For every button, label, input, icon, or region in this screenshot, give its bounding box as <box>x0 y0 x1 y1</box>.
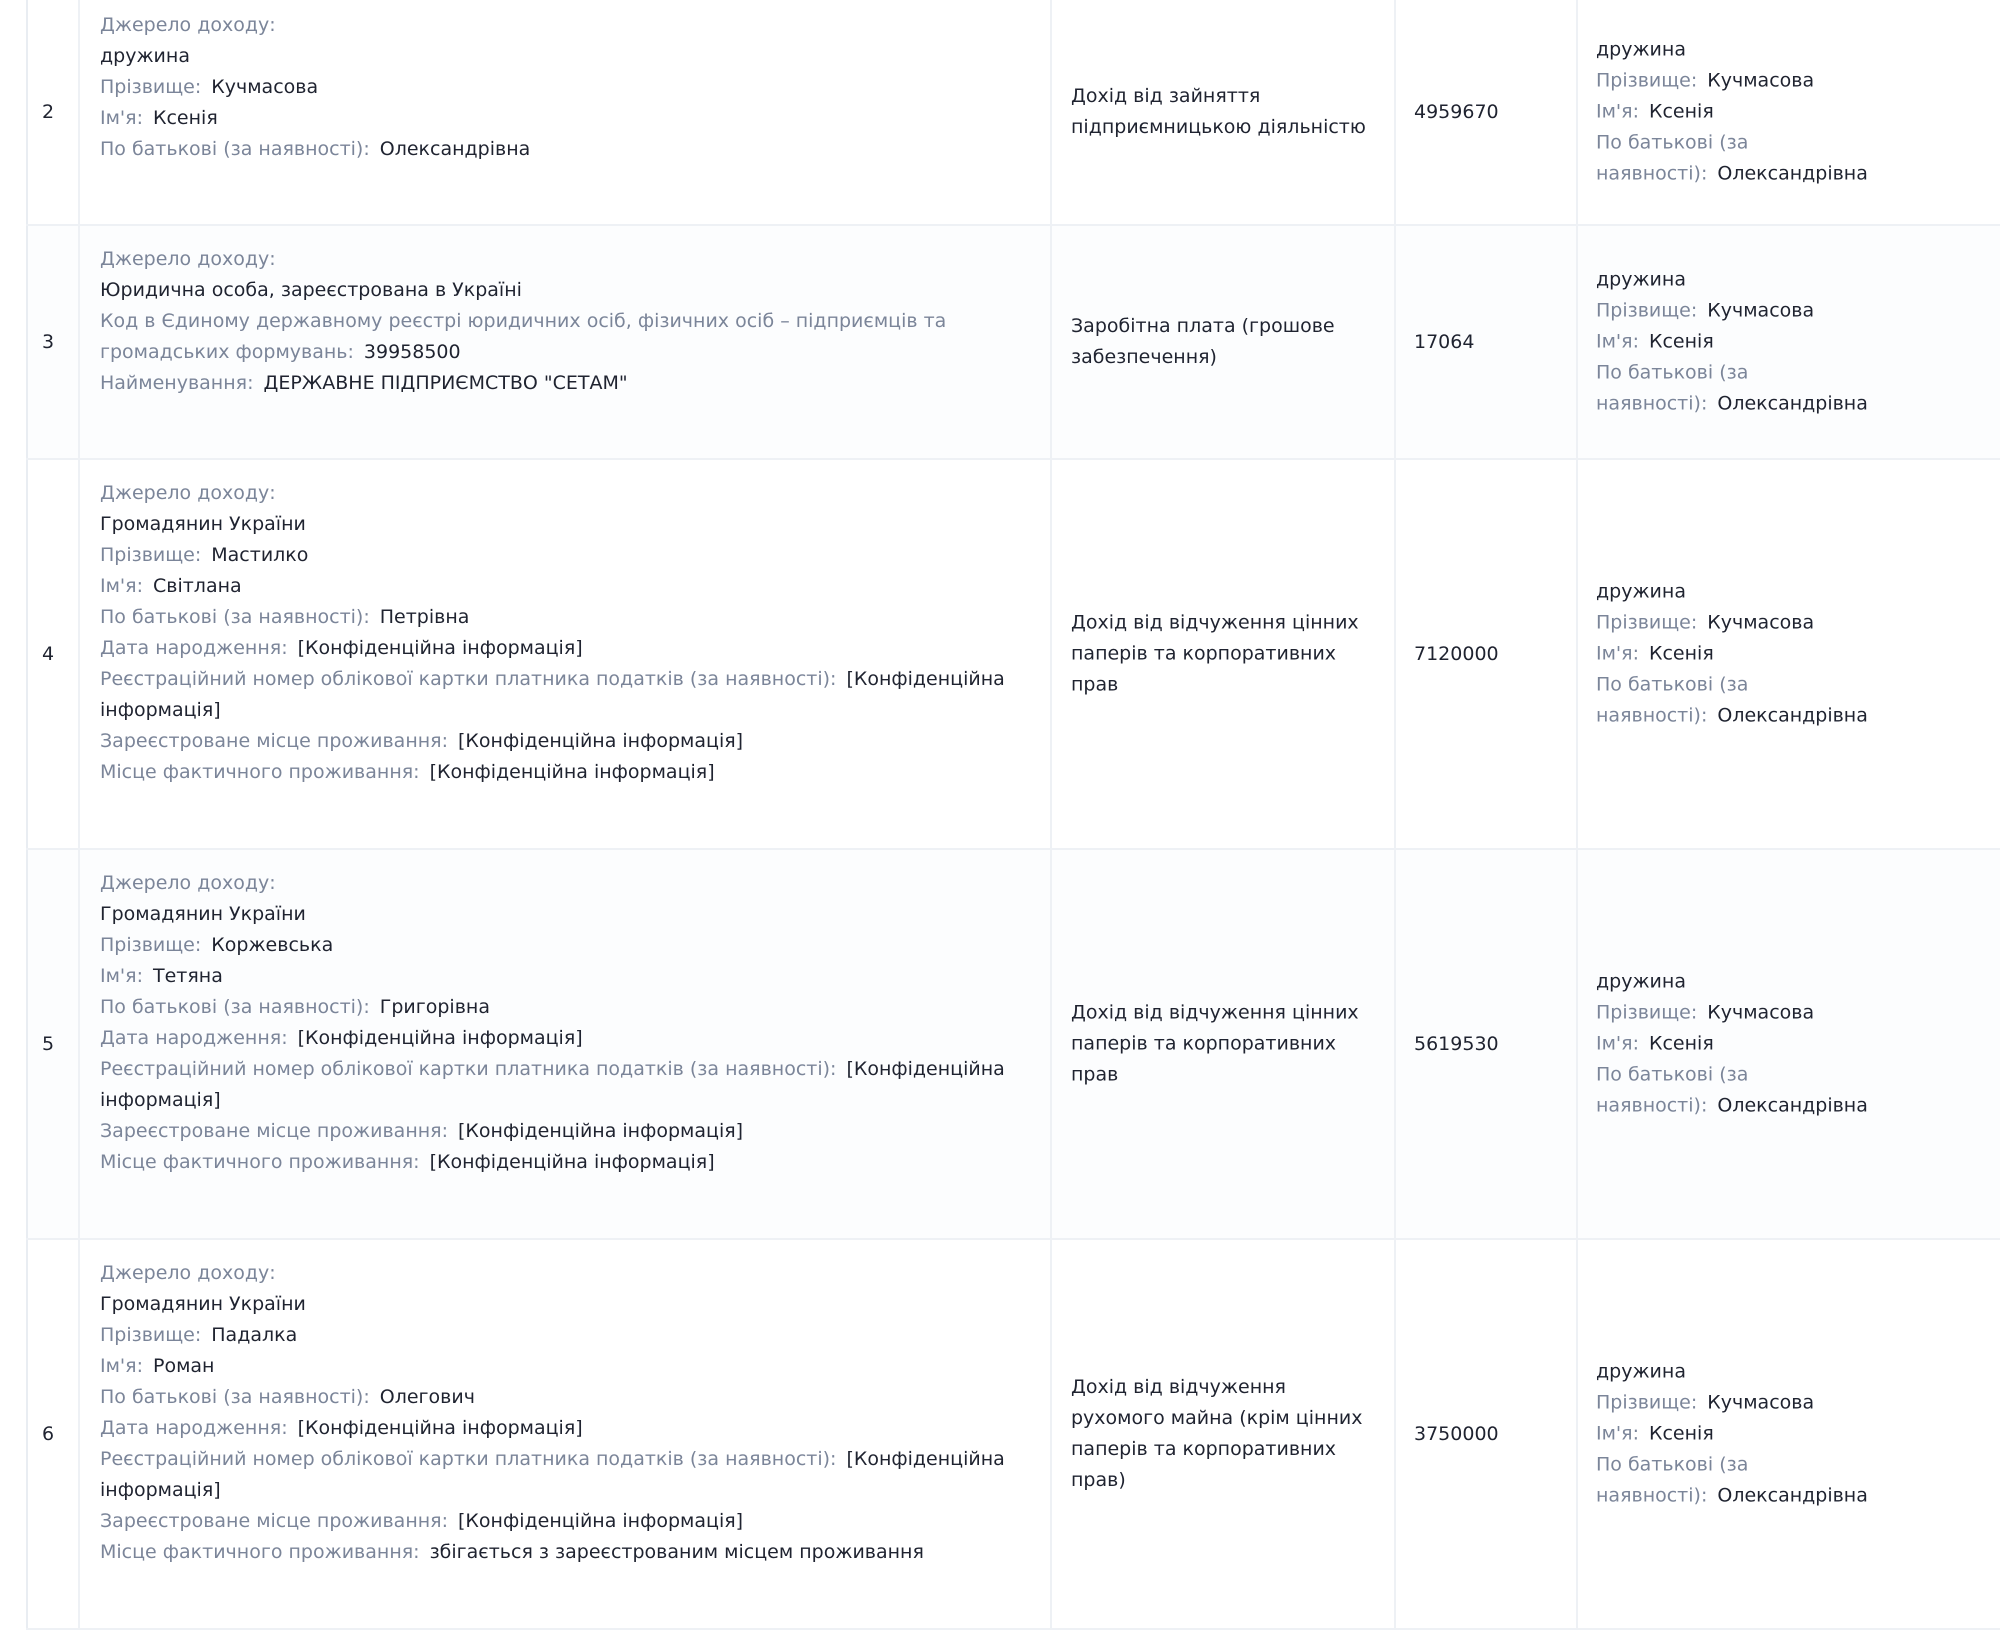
recipient-surname-label: Прізвище: <box>1596 1391 1698 1414</box>
recipient-relation: дружина <box>1596 1360 1686 1383</box>
birth-date-label: Дата народження: <box>100 1027 288 1049</box>
reg-address-label: Зареєстроване місце проживання: <box>100 730 449 752</box>
recipient-first-name: Ксенія <box>1649 330 1714 353</box>
first-name-value: Тетяна <box>153 965 223 987</box>
reg-address-value: [Конфіденційна інформація] <box>458 1120 744 1142</box>
amount-cell <box>1396 226 1578 458</box>
recipient-first-name: Ксенія <box>1649 642 1714 665</box>
amount-value: 4959670 <box>1414 101 1499 123</box>
row-number-cell <box>26 850 80 1238</box>
recipient-first-name: Ксенія <box>1649 1032 1714 1055</box>
tax-number-value: [Конфіденційна інформація] <box>100 1058 1005 1111</box>
source-label: Джерело доходу: <box>100 14 276 36</box>
income-source-cell <box>80 460 1052 848</box>
amount-cell <box>1396 460 1578 848</box>
source-type: Юридична особа, зареєстрована в Україні <box>100 279 522 301</box>
patronymic-label: По батькові (за наявності): <box>100 606 370 628</box>
recipient-surname: Кучмасова <box>1707 1001 1815 1024</box>
recipient-surname-label: Прізвище: <box>1596 611 1698 634</box>
table-row <box>26 850 2000 1240</box>
surname-value: Коржевська <box>211 934 334 956</box>
recipient-surname: Кучмасова <box>1707 1391 1815 1414</box>
amount-value: 3750000 <box>1414 1423 1499 1445</box>
recipient-first-name-label: Ім'я: <box>1596 1032 1639 1055</box>
recipient-patronymic-label: По батькові (за наявності): <box>1596 361 1749 415</box>
recipient-cell <box>1578 1240 2000 1628</box>
first-name-value: Роман <box>153 1355 215 1377</box>
row-number-cell <box>26 226 80 458</box>
first-name-label: Ім'я: <box>100 965 143 987</box>
row-number-cell <box>26 460 80 848</box>
edrpou-value: 39958500 <box>363 341 461 363</box>
actual-address-value: [Конфіденційна інформація] <box>429 761 715 783</box>
surname-label: Прізвище: <box>100 1324 202 1346</box>
actual-address-label: Місце фактичного проживання: <box>100 1541 420 1563</box>
patronymic-label: По батькові (за наявності): <box>100 1386 370 1408</box>
row-number: 5 <box>42 1033 55 1055</box>
income-type: Дохід від відчуження цінних паперів та корпоративних прав <box>1071 1001 1359 1086</box>
org-name-value: ДЕРЖАВНЕ ПІДПРИЄМСТВО "СЕТАМ" <box>263 372 628 394</box>
patronymic-label: По батькові (за наявності): <box>100 996 370 1018</box>
tax-number-label: Реєстраційний номер облікової картки платника податків (за наявності): <box>100 1058 837 1080</box>
recipient-first-name-label: Ім'я: <box>1596 1422 1639 1445</box>
first-name-value: Ксенія <box>153 107 218 129</box>
recipient-surname: Кучмасова <box>1707 299 1815 322</box>
row-number: 2 <box>42 101 55 123</box>
row-number: 3 <box>42 331 55 353</box>
recipient-cell <box>1578 0 2000 224</box>
actual-address-label: Місце фактичного проживання: <box>100 1151 420 1173</box>
recipient-patronymic-label: По батькові (за наявності): <box>1596 673 1749 727</box>
tax-number-label: Реєстраційний номер облікової картки платника податків (за наявності): <box>100 1448 837 1470</box>
tax-number-value: [Конфіденційна інформація] <box>100 1448 1005 1501</box>
row-number-cell <box>26 1240 80 1628</box>
recipient-patronymic: Олександрівна <box>1717 1484 1868 1507</box>
income-type-cell <box>1052 226 1396 458</box>
recipient-first-name-label: Ім'я: <box>1596 642 1639 665</box>
first-name-label: Ім'я: <box>100 107 143 129</box>
table-row <box>26 0 2000 226</box>
source-label: Джерело доходу: <box>100 248 276 270</box>
table-row <box>26 226 2000 460</box>
income-source-cell <box>80 850 1052 1238</box>
income-type: Заробітна плата (грошове забезпечення) <box>1071 315 1335 368</box>
recipient-surname-label: Прізвище: <box>1596 299 1698 322</box>
reg-address-label: Зареєстроване місце проживання: <box>100 1120 449 1142</box>
recipient-first-name-label: Ім'я: <box>1596 100 1639 123</box>
birth-date-label: Дата народження: <box>100 637 288 659</box>
recipient-cell <box>1578 850 2000 1238</box>
income-type-cell <box>1052 460 1396 848</box>
amount-value: 7120000 <box>1414 643 1499 665</box>
birth-date-value: [Конфіденційна інформація] <box>297 637 583 659</box>
recipient-relation: дружина <box>1596 970 1686 993</box>
recipient-surname-label: Прізвище: <box>1596 69 1698 92</box>
surname-value: Мастилко <box>211 544 309 566</box>
reg-address-value: [Конфіденційна інформація] <box>458 1510 744 1532</box>
tax-number-label: Реєстраційний номер облікової картки платника податків (за наявності): <box>100 668 837 690</box>
recipient-cell <box>1578 460 2000 848</box>
income-source-cell <box>80 0 1052 224</box>
recipient-surname: Кучмасова <box>1707 611 1815 634</box>
first-name-label: Ім'я: <box>100 575 143 597</box>
edrpou-label: Код в Єдиному державному реєстрі юридичних осіб, фізичних осіб – підприємців та громадських формувань: <box>100 310 947 363</box>
actual-address-label: Місце фактичного проживання: <box>100 761 420 783</box>
patronymic-value: Петрівна <box>379 606 470 628</box>
recipient-patronymic-label: По батькові (за наявності): <box>1596 1453 1749 1507</box>
recipient-patronymic: Олександрівна <box>1717 704 1868 727</box>
income-type-cell <box>1052 850 1396 1238</box>
table-row <box>26 1240 2000 1630</box>
surname-value: Кучмасова <box>211 76 319 98</box>
amount-cell <box>1396 850 1578 1238</box>
recipient-relation: дружина <box>1596 38 1686 61</box>
table-row <box>26 460 2000 850</box>
patronymic-value: Григорівна <box>379 996 490 1018</box>
birth-date-label: Дата народження: <box>100 1417 288 1439</box>
source-type: Громадянин України <box>100 1293 306 1315</box>
actual-address-value: збігається з зареєстрованим місцем проживання <box>429 1541 924 1563</box>
source-type: дружина <box>100 45 190 67</box>
recipient-surname: Кучмасова <box>1707 69 1815 92</box>
income-type: Дохід від відчуження цінних паперів та корпоративних прав <box>1071 611 1359 696</box>
recipient-patronymic-label: По батькові (за наявності): <box>1596 1063 1749 1117</box>
amount-value: 5619530 <box>1414 1033 1499 1055</box>
income-source-cell <box>80 1240 1052 1628</box>
reg-address-value: [Конфіденційна інформація] <box>458 730 744 752</box>
recipient-cell <box>1578 226 2000 458</box>
amount-cell <box>1396 0 1578 224</box>
recipient-relation: дружина <box>1596 268 1686 291</box>
amount-value: 17064 <box>1414 331 1475 353</box>
surname-label: Прізвище: <box>100 934 202 956</box>
income-type: Дохід від зайняття підприємницькою діяльністю <box>1071 85 1366 138</box>
income-type: Дохід від відчуження рухомого майна (крім цінних паперів та корпоративних прав) <box>1071 1376 1363 1491</box>
recipient-patronymic: Олександрівна <box>1717 392 1868 415</box>
tax-number-value: [Конфіденційна інформація] <box>100 668 1005 721</box>
source-label: Джерело доходу: <box>100 872 276 894</box>
income-table <box>26 0 2000 1630</box>
patronymic-value: Олександрівна <box>379 138 531 160</box>
recipient-patronymic: Олександрівна <box>1717 1094 1868 1117</box>
row-number: 6 <box>42 1423 55 1445</box>
recipient-first-name: Ксенія <box>1649 1422 1714 1445</box>
recipient-relation: дружина <box>1596 580 1686 603</box>
recipient-first-name: Ксенія <box>1649 100 1714 123</box>
source-label: Джерело доходу: <box>100 1262 276 1284</box>
surname-value: Падалка <box>211 1324 298 1346</box>
source-type: Громадянин України <box>100 903 306 925</box>
source-type: Громадянин України <box>100 513 306 535</box>
birth-date-value: [Конфіденційна інформація] <box>297 1027 583 1049</box>
patronymic-label: По батькові (за наявності): <box>100 138 370 160</box>
org-name-label: Найменування: <box>100 372 254 394</box>
first-name-value: Світлана <box>153 575 242 597</box>
row-number: 4 <box>42 643 55 665</box>
source-label: Джерело доходу: <box>100 482 276 504</box>
surname-label: Прізвище: <box>100 544 202 566</box>
income-type-cell <box>1052 1240 1396 1628</box>
recipient-first-name-label: Ім'я: <box>1596 330 1639 353</box>
birth-date-value: [Конфіденційна інформація] <box>297 1417 583 1439</box>
income-source-cell <box>80 226 1052 458</box>
reg-address-label: Зареєстроване місце проживання: <box>100 1510 449 1532</box>
recipient-surname-label: Прізвище: <box>1596 1001 1698 1024</box>
first-name-label: Ім'я: <box>100 1355 143 1377</box>
recipient-patronymic-label: По батькові (за наявності): <box>1596 131 1749 185</box>
actual-address-value: [Конфіденційна інформація] <box>429 1151 715 1173</box>
amount-cell <box>1396 1240 1578 1628</box>
recipient-patronymic: Олександрівна <box>1717 162 1868 185</box>
income-type-cell <box>1052 0 1396 224</box>
row-number-cell <box>26 0 80 224</box>
patronymic-value: Олегович <box>379 1386 475 1408</box>
surname-label: Прізвище: <box>100 76 202 98</box>
